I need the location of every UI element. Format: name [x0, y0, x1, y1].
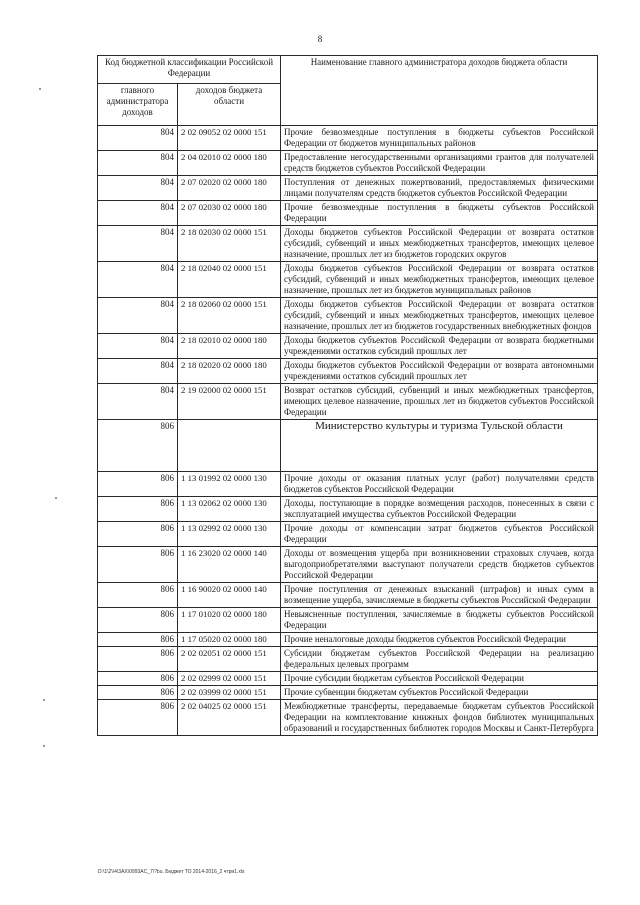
income-code-cell: 2 07 02030 02 0000 180	[178, 201, 281, 226]
admin-code-cell: 804	[98, 151, 178, 176]
table-row	[98, 472, 598, 497]
income-code-cell: 1 16 90020 02 0000 140	[178, 583, 281, 608]
scan-dot	[55, 497, 57, 499]
admin-code-cell: 804	[98, 298, 178, 334]
income-code-cell: 2 02 04025 02 0000 151	[178, 700, 281, 736]
budget-classification-table	[97, 55, 598, 736]
table-row	[98, 262, 598, 298]
income-code-cell: 1 16 23020 02 0000 140	[178, 547, 281, 583]
description-cell: Межбюджетные трансферты, передаваемые бюджетам субъектов Российской Федерации на комплектование книжных фондов библиотек муниципальных образований и государственных библиотек городов Москвы и Санкт-Петербурга	[281, 700, 598, 736]
admin-code-cell: 804	[98, 176, 178, 201]
income-code-cell: 2 18 02060 02 0000 151	[178, 298, 281, 334]
table-row	[98, 151, 598, 176]
description-cell: Доходы от возмещения ущерба при возникновении страховых случаев, когда выгодоприобретателями выступают получатели средств бюджетов субъектов Российской Федерации	[281, 547, 598, 583]
income-code-cell: 2 18 02040 02 0000 151	[178, 262, 281, 298]
admin-code-cell: 806	[98, 672, 178, 686]
table-row	[98, 497, 598, 522]
income-code-cell: 1 13 02062 02 0000 130	[178, 497, 281, 522]
table-row	[98, 583, 598, 608]
admin-code-cell: 806	[98, 547, 178, 583]
table-row	[98, 298, 598, 334]
income-code-cell: 2 18 02030 02 0000 151	[178, 226, 281, 262]
description-cell: Прочие поступления от денежных взысканий (штрафов) и иных сумм в возмещение ущерба, зачисляемые в бюджеты субъектов Российской Федерации	[281, 583, 598, 608]
scan-dot	[43, 745, 45, 747]
description-cell: Доходы, поступающие в порядке возмещения расходов, понесенных в связи с эксплуатацией имущества субъектов Российской Федерации	[281, 497, 598, 522]
description-cell: Невыясненные поступления, зачисляемые в бюджеты субъектов Российской Федерации	[281, 608, 598, 633]
description-cell: Доходы бюджетов субъектов Российской Федерации от возврата бюджетными учреждениями остатков субсидий прошлых лет	[281, 334, 598, 359]
ministry-name: Министерство культуры и туризма Тульской области	[281, 420, 598, 472]
table-row	[98, 700, 598, 736]
table-row	[98, 686, 598, 700]
admin-code-cell: 804	[98, 226, 178, 262]
admin-code-cell: 804	[98, 334, 178, 359]
admin-code-cell: 806	[98, 647, 178, 672]
table-row	[98, 608, 598, 633]
table-row	[98, 201, 598, 226]
description-cell: Прочие субсидии бюджетам субъектов Российской Федерации	[281, 672, 598, 686]
header-income-column: доходов бюджета области	[178, 84, 281, 126]
admin-code-cell: 806	[98, 608, 178, 633]
income-code-cell: 1 17 01020 02 0000 180	[178, 608, 281, 633]
income-code-cell: 2 18 02010 02 0000 180	[178, 334, 281, 359]
ministry-admin-code: 806	[98, 420, 178, 472]
admin-code-cell: 804	[98, 359, 178, 384]
table-row	[98, 176, 598, 201]
table-row	[98, 522, 598, 547]
admin-code-cell: 806	[98, 522, 178, 547]
income-code-cell: 1 13 01992 02 0000 130	[178, 472, 281, 497]
admin-code-cell: 806	[98, 497, 178, 522]
income-code-cell: 2 04 02010 02 0000 180	[178, 151, 281, 176]
table-row	[98, 672, 598, 686]
admin-code-cell: 806	[98, 686, 178, 700]
description-cell: Доходы бюджетов субъектов Российской Федерации от возврата остатков субсидий, субвенций и иных межбюджетных трансфертов, имеющих целевое назначение, прошлых лет из бюджетов государственных внебюджетных фондов	[281, 298, 598, 334]
table-row	[98, 359, 598, 384]
table-row	[98, 647, 598, 672]
income-code-cell: 1 17 05020 02 0000 180	[178, 633, 281, 647]
table-row	[98, 547, 598, 583]
admin-code-cell: 806	[98, 700, 178, 736]
header-code-group: Код бюджетной классификации Российской Федерации	[98, 56, 281, 84]
admin-code-cell: 804	[98, 126, 178, 151]
admin-code-cell: 806	[98, 472, 178, 497]
table-row	[98, 384, 598, 420]
description-cell: Доходы бюджетов субъектов Российской Федерации от возврата остатков субсидий, субвенций и иных межбюджетных трансфертов, имеющих целевое назначение, прошлых лет из бюджетов муниципальных районов	[281, 262, 598, 298]
table-row	[98, 334, 598, 359]
ministry-code-cell	[178, 420, 281, 472]
table-row	[98, 126, 598, 151]
income-code-cell: 2 02 02051 02 0000 151	[178, 647, 281, 672]
header-admin-column: главного администратора доходов	[98, 84, 178, 126]
description-cell: Прочие доходы от оказания платных услуг (работ) получателями средств бюджетов субъектов Российской Федерации	[281, 472, 598, 497]
description-cell: Прочие безвозмездные поступления в бюджеты субъектов Российской Федерации	[281, 201, 598, 226]
income-code-cell: 2 02 09052 02 0000 151	[178, 126, 281, 151]
income-code-cell: 2 19 02000 02 0000 151	[178, 384, 281, 420]
footer-file-path: D:\1\2\\4\3AX\0993AC_7\?bu. Бюджет ТО 2014-2016_2 чтри1.xls	[98, 869, 245, 875]
description-cell: Доходы бюджетов субъектов Российской Федерации от возврата остатков субсидий, субвенций и иных межбюджетных трансфертов, имеющих целевое назначение, прошлых лет из бюджетов городских округов	[281, 226, 598, 262]
description-cell: Возврат остатков субсидий, субвенций и иных межбюджетных трансфертов, имеющих целевое назначение, прошлых лет из бюджетов субъектов Российской Федерации	[281, 384, 598, 420]
income-code-cell: 2 07 02020 02 0000 180	[178, 176, 281, 201]
scan-dot	[43, 699, 45, 701]
admin-code-cell: 806	[98, 633, 178, 647]
description-cell: Прочие неналоговые доходы бюджетов субъектов Российской Федерации	[281, 633, 598, 647]
income-code-cell: 2 02 03999 02 0000 151	[178, 686, 281, 700]
scan-dot	[39, 88, 41, 90]
admin-code-cell: 804	[98, 262, 178, 298]
admin-code-cell: 806	[98, 583, 178, 608]
table-row	[98, 633, 598, 647]
admin-code-cell: 804	[98, 201, 178, 226]
description-cell: Прочие субвенции бюджетам субъектов Российской Федерации	[281, 686, 598, 700]
table-row	[98, 226, 598, 262]
income-code-cell: 2 02 02999 02 0000 151	[178, 672, 281, 686]
description-cell: Предоставление негосударственными организациями грантов для получателей средств бюджетов субъектов Российской Федерации	[281, 151, 598, 176]
description-cell: Прочие безвозмездные поступления в бюджеты субъектов Российской Федерации от бюджетов муниципальных районов	[281, 126, 598, 151]
income-code-cell: 2 18 02020 02 0000 180	[178, 359, 281, 384]
ministry-row	[98, 420, 598, 472]
description-cell: Доходы бюджетов субъектов Российской Федерации от возврата автономными учреждениями остатков субсидий прошлых лет	[281, 359, 598, 384]
header-name-column: Наименование главного администратора доходов бюджета области	[281, 56, 598, 126]
income-code-cell: 1 13 02992 02 0000 130	[178, 522, 281, 547]
page-number: 8	[317, 34, 323, 44]
description-cell: Субсидии бюджетам субъектов Российской Федерации на реализацию федеральных целевых программ	[281, 647, 598, 672]
description-cell: Поступления от денежных пожертвований, предоставляемых физическими лицами получателям средств бюджетов субъектов Российской Федерации	[281, 176, 598, 201]
description-cell: Прочие доходы от компенсации затрат бюджетов субъектов Российской Федерации	[281, 522, 598, 547]
admin-code-cell: 804	[98, 384, 178, 420]
